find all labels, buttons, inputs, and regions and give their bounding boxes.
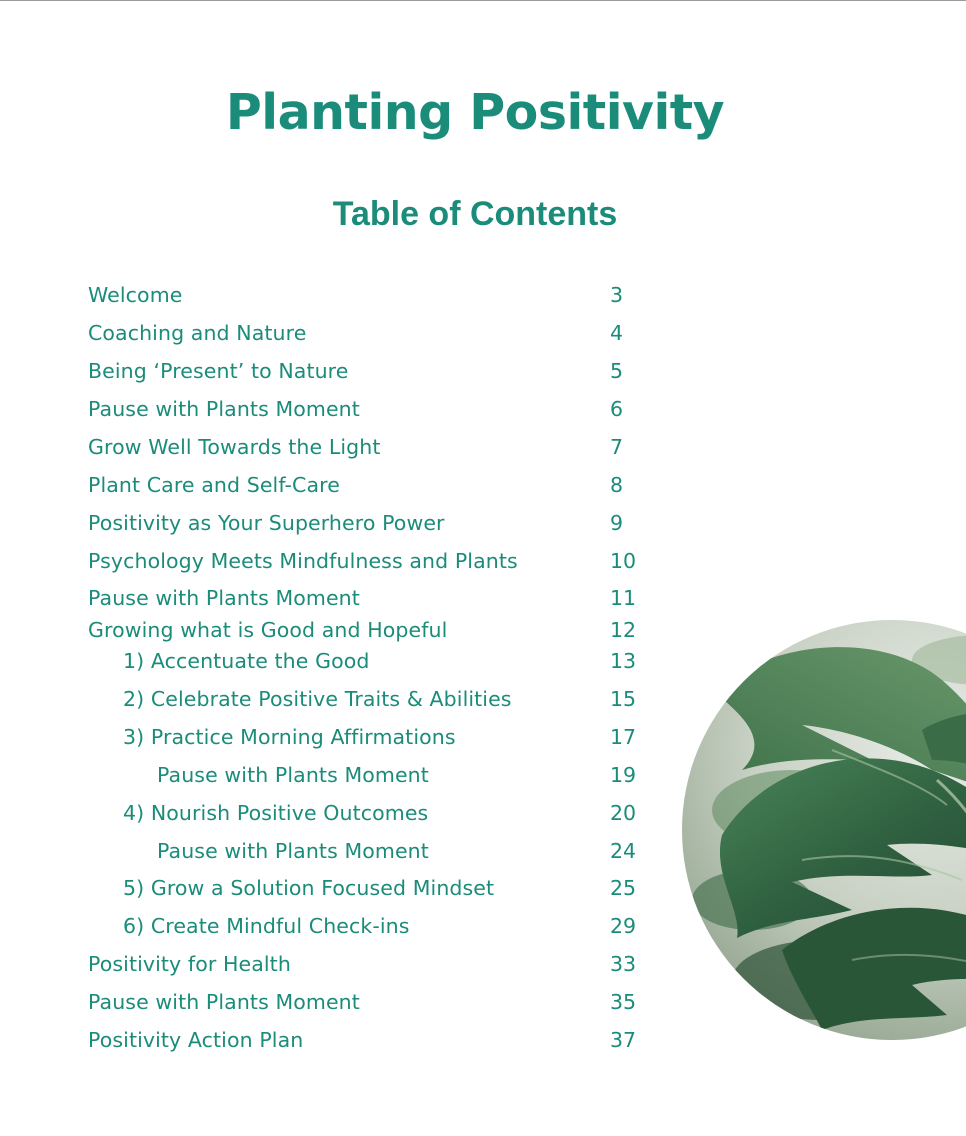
toc-entry[interactable] xyxy=(88,397,648,427)
toc-entry[interactable] xyxy=(88,801,648,831)
toc-entry-title: 4) Nourish Positive Outcomes xyxy=(123,801,429,825)
toc-entry-page: 20 xyxy=(610,801,637,825)
toc-entry-page: 3 xyxy=(610,283,624,307)
toc-entry-title: 6) Create Mindful Check-ins xyxy=(123,914,410,938)
toc-entry[interactable] xyxy=(88,618,648,648)
toc-entry[interactable] xyxy=(88,435,648,465)
toc-entry[interactable] xyxy=(88,321,648,351)
toc-entry-page: 35 xyxy=(610,990,637,1014)
toc-entry-page: 29 xyxy=(610,914,637,938)
toc-entry[interactable] xyxy=(88,359,648,389)
toc-entry-page: 4 xyxy=(610,321,624,345)
document-title: Planting Positivity xyxy=(225,84,725,141)
toc-entry-page: 8 xyxy=(610,473,624,497)
toc-entry-page: 17 xyxy=(610,725,637,749)
toc-entry-title: Positivity as Your Superhero Power xyxy=(88,511,445,535)
toc-entry[interactable] xyxy=(88,549,648,579)
toc-entry-title: Positivity for Health xyxy=(88,952,291,976)
toc-entry-title: Grow Well Towards the Light xyxy=(88,435,381,459)
toc-entry[interactable] xyxy=(88,839,648,869)
page-top-border xyxy=(0,0,966,1)
toc-entry-title: Pause with Plants Moment xyxy=(88,990,360,1014)
toc-entry-page: 33 xyxy=(610,952,637,976)
toc-entry-page: 9 xyxy=(610,511,624,535)
toc-entry-title: 1) Accentuate the Good xyxy=(123,649,370,673)
toc-entry-title: Growing what is Good and Hopeful xyxy=(88,618,448,642)
toc-entry[interactable] xyxy=(88,725,648,755)
toc-entry-page: 10 xyxy=(610,549,637,573)
toc-entry-title: Being ‘Present’ to Nature xyxy=(88,359,349,383)
toc-entry-title: Psychology Meets Mindfulness and Plants xyxy=(88,549,518,573)
toc-entry-title: 3) Practice Morning Affirmations xyxy=(123,725,456,749)
toc-heading: Table of Contents xyxy=(332,195,618,233)
toc-entry-title: 5) Grow a Solution Focused Mindset xyxy=(123,876,495,900)
toc-entry[interactable] xyxy=(88,649,648,679)
toc-entry-page: 15 xyxy=(610,687,637,711)
monstera-leaf-photo xyxy=(682,620,966,1040)
toc-entry-title: Coaching and Nature xyxy=(88,321,307,345)
toc-entry-title: Positivity Action Plan xyxy=(88,1028,304,1052)
toc-entry[interactable] xyxy=(88,914,648,944)
toc-entry[interactable] xyxy=(88,473,648,503)
toc-entry[interactable] xyxy=(88,1028,648,1058)
toc-entry-title: Pause with Plants Moment xyxy=(88,586,360,610)
toc-entry[interactable] xyxy=(88,990,648,1020)
toc-entry-title: Pause with Plants Moment xyxy=(157,763,429,787)
toc-entry-title: Pause with Plants Moment xyxy=(157,839,429,863)
toc-entry-page: 25 xyxy=(610,876,637,900)
toc-entry-page: 11 xyxy=(610,586,637,610)
toc-entry-page: 19 xyxy=(610,763,637,787)
toc-entry[interactable] xyxy=(88,586,648,616)
toc-entry-title: 2) Celebrate Positive Traits & Abilities xyxy=(123,687,512,711)
toc-entry-title: Pause with Plants Moment xyxy=(88,397,360,421)
toc-entry-title: Welcome xyxy=(88,283,183,307)
toc-entry-page: 37 xyxy=(610,1028,637,1052)
toc-entry[interactable] xyxy=(88,876,648,906)
toc-entry[interactable] xyxy=(88,952,648,982)
toc-entry-title: Plant Care and Self-Care xyxy=(88,473,340,497)
toc-entry-page: 13 xyxy=(610,649,637,673)
toc-entry[interactable] xyxy=(88,763,648,793)
toc-entry-page: 7 xyxy=(610,435,624,459)
toc-entry[interactable] xyxy=(88,687,648,717)
toc-entry-page: 5 xyxy=(610,359,624,383)
toc-entry-page: 12 xyxy=(610,618,637,642)
toc-entry-page: 6 xyxy=(610,397,624,421)
toc-entry[interactable] xyxy=(88,283,648,313)
toc-entry[interactable] xyxy=(88,511,648,541)
toc-entry-page: 24 xyxy=(610,839,637,863)
